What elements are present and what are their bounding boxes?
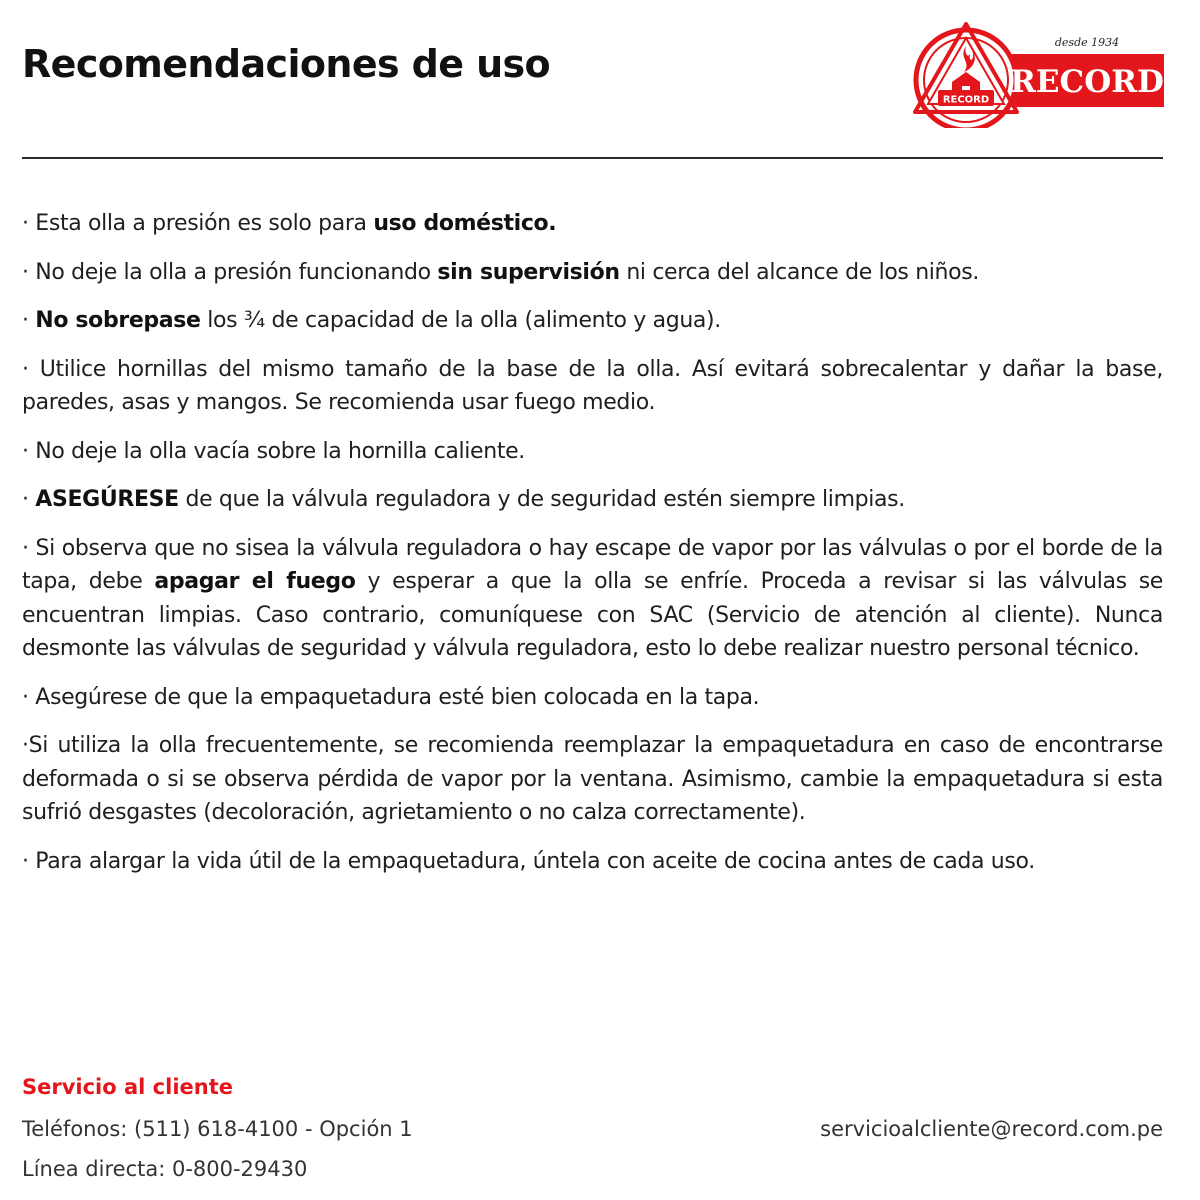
- logo-badge-text: RECORD: [942, 94, 990, 106]
- recommendation-item: [22, 532, 1163, 666]
- recommendation-emphasis: sin supervisión: [437, 259, 620, 285]
- flame-emblem-icon: [914, 24, 1018, 128]
- recommendation-item: [22, 435, 1163, 469]
- recommendation-text: · Asegúrese de que la empaquetadura esté bien colocada en la tapa.: [22, 684, 760, 710]
- recommendation-item: [22, 845, 1163, 879]
- recommendation-text: ·Si utiliza la olla frecuentemente, se recomienda reemplazar la empaquetadura en caso de encontrarse deformada o si se observa pérdida de vapor por la ventana. Asimismo, cambie la empaquetadura si esta sufrió desgastes (decoloración, agrietamiento o no calza correctamente).: [22, 733, 1163, 825]
- recommendation-text: de que la válvula reguladora y de seguridad estén siempre limpias.: [178, 487, 905, 512]
- recommendation-text: · Para alargar la vida útil de la empaquetadura, úntela con aceite de cocina antes de cada uso.: [22, 848, 1035, 874]
- header-divider: [22, 157, 1163, 159]
- customer-service-footer: [22, 1075, 1163, 1197]
- recommendation-text: ni cerca del alcance de los niños.: [619, 259, 980, 285]
- recommendation-emphasis: ASEGÚRESE: [35, 487, 179, 512]
- recommendation-item: [22, 353, 1163, 420]
- recommendation-emphasis: No sobrepase: [35, 308, 201, 333]
- logo-brand: RECORD: [1010, 64, 1164, 100]
- recommendation-text: · No deje la olla a presión funcionando: [22, 259, 438, 285]
- footer-row-contact: [22, 1117, 1163, 1157]
- recommendation-emphasis: apagar el fuego: [154, 569, 356, 594]
- footer-heading: Servicio al cliente: [22, 1075, 233, 1099]
- recommendation-text: · Si observa que no sisea la válvula reguladora o hay escape de vapor por las válvulas o por el borde de la tapa, debe: [22, 535, 1163, 594]
- recommendation-item: [22, 483, 1163, 517]
- footer-phones: Teléfonos: (511) 618-4100 - Opción 1: [22, 1117, 413, 1141]
- footer-email[interactable]: servicioalcliente@record.com.pe: [820, 1117, 1163, 1141]
- page-title: Recomendaciones de uso: [22, 42, 551, 86]
- recommendations-list: [22, 207, 1163, 893]
- logo-tagline: desde 1934: [1054, 36, 1120, 49]
- recommendation-text: y esperar a que la olla se enfríe. Proceda a revisar si las válvulas se encuentran limpias. Caso contrario, comuníquese con SAC (Servicio de atención al cliente). Nunca desmonte las válvulas de seguridad y válvula reguladora, esto lo debe realizar nuestro personal técnico.: [22, 569, 1163, 661]
- recommendation-item: [22, 304, 1163, 338]
- recommendation-text: · No deje la olla vacía sobre la hornilla caliente.: [22, 438, 525, 464]
- recommendation-text: ·: [22, 487, 36, 512]
- footer-direct-line: Línea directa: 0-800-29430: [22, 1157, 308, 1181]
- recommendation-item: [22, 207, 1163, 241]
- recommendation-text: · Esta olla a presión es solo para: [22, 211, 374, 236]
- recommendation-text: los ¾ de capacidad de la olla (alimento y agua).: [200, 308, 721, 333]
- recommendation-item: [22, 729, 1163, 830]
- recommendation-emphasis: uso doméstico.: [373, 211, 557, 236]
- recommendation-text: ·: [22, 308, 36, 333]
- record-logo: [912, 18, 1164, 128]
- recommendation-item: [22, 256, 1163, 290]
- recommendation-text: · Utilice hornillas del mismo tamaño de la base de la olla. Así evitará sobrecalentar y dañar la base, paredes, asas y mangos. Se recomienda usar fuego medio.: [22, 356, 1163, 415]
- recommendation-item: [22, 681, 1163, 715]
- footer-row-direct: [22, 1157, 1163, 1197]
